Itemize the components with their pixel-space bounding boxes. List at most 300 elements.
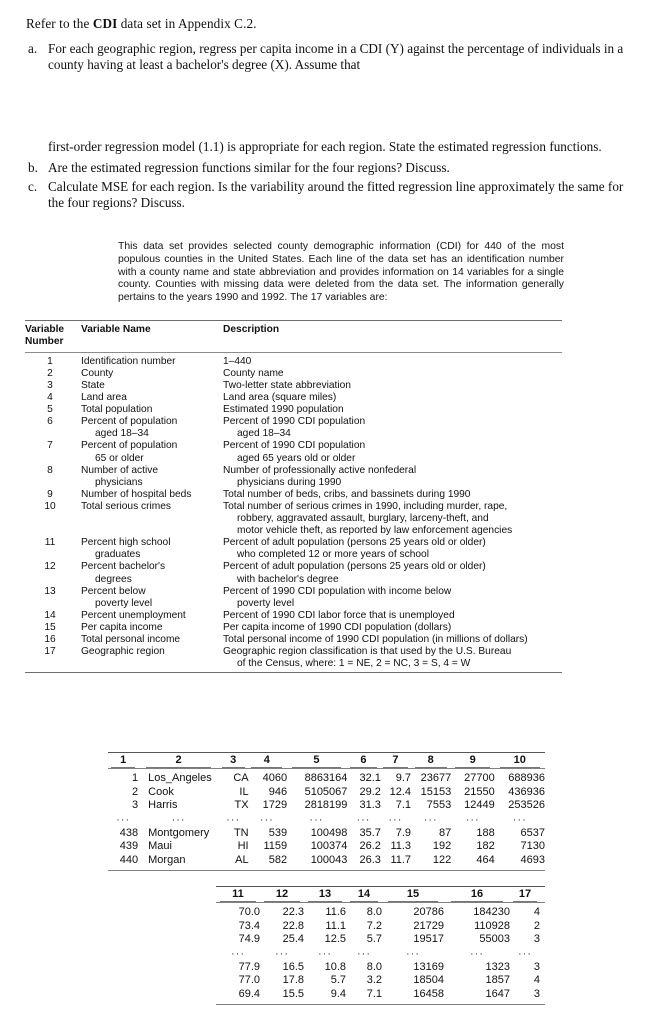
table-cell: 3 xyxy=(533,987,540,1000)
data_table_1-column-header: 1 xyxy=(108,753,138,767)
table-cell: 9.7 xyxy=(395,772,412,784)
column-header-underline xyxy=(500,767,540,768)
variable-description-line1: Percent of adult population (persons 25 years old or older) xyxy=(223,561,486,573)
table-cell: 7.1 xyxy=(395,799,412,812)
table-cell: 2 xyxy=(132,785,139,798)
table-cell: 23677 xyxy=(420,772,452,784)
variable-description-line2: who completed 12 or more years of school xyxy=(237,549,429,561)
table-cell: 582 xyxy=(268,853,288,866)
table-cell: 22.3 xyxy=(282,906,304,918)
table-cell: Cook xyxy=(148,785,174,798)
table-row xyxy=(108,827,545,841)
table-cell: 4 xyxy=(533,974,540,987)
table-cell: 184230 xyxy=(473,906,510,918)
table-cell: 3 xyxy=(132,799,139,812)
variable-table-row xyxy=(25,380,562,392)
variable-name-line1: Percent of population xyxy=(81,440,178,452)
variable-description xyxy=(223,465,562,489)
table-cell: 100043 xyxy=(310,853,348,866)
table-cell: 539 xyxy=(268,826,288,839)
table-cell: 5.7 xyxy=(366,933,382,946)
table-cell: 438 xyxy=(119,826,139,839)
variable-description-line1: Total personal income of 1990 CDI population (in millions of dollars) xyxy=(223,633,528,645)
problem-lead-prefix: Refer to the xyxy=(26,16,93,31)
data_table_1-column-header: 6 xyxy=(347,753,381,767)
table-cell: 7.9 xyxy=(395,826,412,839)
column-header-underline xyxy=(111,767,135,768)
variable-description-line2: of the Census, where: 1 = NE, 2 = NC, 3 = S, 4 = W xyxy=(237,658,471,670)
table-cell: 188 xyxy=(476,826,495,839)
variable-name-line1: Total population xyxy=(81,404,153,416)
table-cell: 27700 xyxy=(464,772,495,784)
variable-description xyxy=(223,404,562,416)
variable-number: 13 xyxy=(44,585,56,597)
variable-number: 5 xyxy=(47,404,53,416)
column-header-underline xyxy=(220,901,255,902)
variable-name-line1: Total personal income xyxy=(81,633,181,645)
table-cell: 6537 xyxy=(520,826,545,839)
variable-description-line1: Number of professionally active nonfederal xyxy=(223,464,417,476)
variable-name-line1: Percent below xyxy=(81,585,146,597)
table-cell: 436936 xyxy=(508,785,545,798)
table-cell: 22.8 xyxy=(282,919,304,932)
variable-name xyxy=(81,368,223,380)
table-cell: 77.0 xyxy=(238,974,260,987)
table-cell: ··· xyxy=(465,813,480,826)
table-cell: 74.9 xyxy=(238,933,260,946)
variable-description-line3: motor vehicle theft, as reported by law enforcement agencies xyxy=(237,525,513,537)
variable-name xyxy=(81,404,223,416)
data-table-2 xyxy=(216,886,545,1005)
variable-description xyxy=(223,561,562,585)
data-table-1-bottom-rule xyxy=(108,870,545,871)
variable-description-line1: Percent of adult population (persons 25 years old or older) xyxy=(223,537,486,549)
variable-table-row xyxy=(25,356,562,368)
variable-description-line1: Percent of 1990 CDI labor force that is unemployed xyxy=(223,609,455,621)
table-row xyxy=(108,772,545,786)
variable-description-line1: Land area (square miles) xyxy=(223,392,337,404)
problem-lead-bold: CDI xyxy=(92,16,118,31)
table-cell: 20786 xyxy=(413,906,444,918)
table-cell: 25.4 xyxy=(282,933,304,946)
table-cell: 73.4 xyxy=(238,919,260,932)
data_table_1-column-header: 2 xyxy=(138,753,219,767)
variable-name-line1: Land area xyxy=(81,392,127,404)
table-cell: IL xyxy=(239,785,249,798)
table-cell: 55003 xyxy=(479,933,510,946)
table-cell: 7.1 xyxy=(366,987,382,1000)
problem-statement xyxy=(26,16,626,213)
variable-description-line2: with bachelor's degree xyxy=(237,573,339,585)
table-cell: 3.2 xyxy=(366,974,382,987)
table-row xyxy=(216,906,545,920)
variable-table-row xyxy=(25,465,562,489)
table-cell: 100374 xyxy=(310,840,348,853)
data_table_2-column-header: 14 xyxy=(346,887,382,901)
column-header-underline xyxy=(455,767,490,768)
variable-description-line2: aged 65 years old or older xyxy=(237,452,356,464)
table-cell: 11.6 xyxy=(325,906,346,918)
table-cell: 8.0 xyxy=(366,906,382,918)
variable-description xyxy=(223,610,562,622)
variable-description-line1: Percent of 1990 CDI population xyxy=(223,440,366,452)
column-header-underline xyxy=(146,767,211,768)
variable-name-line1: Total serious crimes xyxy=(81,500,172,512)
table-cell: 12.5 xyxy=(324,933,346,946)
table-cell: 70.0 xyxy=(238,906,260,918)
variable-description-line1: Geographic region classification is that used by the U.S. Bureau xyxy=(223,646,512,658)
table-cell: 946 xyxy=(268,785,288,798)
variable-table-row xyxy=(25,368,562,380)
table-cell: 16.5 xyxy=(282,960,304,973)
data_table_1-column-header: 8 xyxy=(411,753,451,767)
variable-table-bottom-rule xyxy=(25,672,562,673)
variable-description xyxy=(223,356,562,368)
variable-number: 9 xyxy=(47,488,53,500)
table-cell: 35.7 xyxy=(359,826,381,839)
variable-number: 10 xyxy=(44,500,56,512)
column-header-underline xyxy=(415,767,447,768)
column-header-underline xyxy=(383,767,407,768)
problem-item-list-2 xyxy=(26,160,626,211)
table-cell: 8863164 xyxy=(304,772,348,784)
variable-name-line2: physicians xyxy=(95,476,143,488)
variable-table-body xyxy=(25,353,562,672)
data_table_2-column-header: 17 xyxy=(510,887,540,901)
table-cell: Los_Angeles xyxy=(148,772,212,784)
problem-item-b-text: Are the estimated regression functions similar for the four regions? Discuss. xyxy=(48,160,450,176)
table-cell: ··· xyxy=(470,947,484,960)
variable-number: 2 xyxy=(47,367,53,379)
variable-description xyxy=(223,489,562,501)
table-cell: 31.3 xyxy=(359,799,381,812)
table-cell: Morgan xyxy=(148,853,186,866)
table-cell: ··· xyxy=(309,813,324,826)
variable-description xyxy=(223,440,562,464)
table-cell: AL xyxy=(235,853,249,866)
table-cell: 18504 xyxy=(413,974,444,987)
table-cell: ··· xyxy=(512,813,527,826)
table-cell: 1647 xyxy=(485,987,510,1000)
variable-table-row xyxy=(25,610,562,622)
variable-name-line1: Per capita income xyxy=(81,621,163,633)
table-cell: 11.3 xyxy=(390,840,412,853)
variable-description-line2: robbery, aggravated assault, burglary, larceny-theft, and xyxy=(237,513,489,525)
variable-table-header-row xyxy=(25,321,562,352)
table-row xyxy=(108,799,545,813)
problem-item-a-continuation: first-order regression model (1.1) is appropriate for each region. State the estimated regression functions. xyxy=(48,138,602,154)
variable-name-line1: Geographic region xyxy=(81,646,165,658)
variable-name xyxy=(81,440,223,464)
variable-description-line1: Percent of 1990 CDI population with income below xyxy=(223,585,452,597)
table-cell: 77.9 xyxy=(238,960,260,973)
problem-lead-suffix: data set in Appendix C.2. xyxy=(117,16,257,31)
table-cell: ··· xyxy=(226,813,241,826)
variable-name xyxy=(81,356,223,368)
table-cell: 100498 xyxy=(310,826,348,839)
variable-name xyxy=(81,610,223,622)
data_table_2-column-header: 15 xyxy=(382,887,444,901)
variable-name-line2: 65 or older xyxy=(95,452,144,464)
variable-description xyxy=(223,586,562,610)
data_table_1-column-header: 3 xyxy=(219,753,248,767)
variable-name-line2: poverty level xyxy=(95,597,153,609)
variable-description-line2: poverty level xyxy=(237,597,295,609)
table-cell: ··· xyxy=(388,813,403,826)
table-cell: 26.2 xyxy=(359,840,381,853)
data_table_2-column-header: 13 xyxy=(304,887,346,901)
variable-description-line2: aged 18–34 xyxy=(237,428,291,440)
page-break-gap xyxy=(26,76,626,139)
variable-table-row xyxy=(25,392,562,404)
data_table_2-column-header: 11 xyxy=(216,887,260,901)
variable-description xyxy=(223,501,562,537)
variable-name xyxy=(81,489,223,501)
table-cell: 2 xyxy=(533,919,540,932)
variable-description xyxy=(223,646,562,670)
variable-name xyxy=(81,586,223,610)
variable-table-header-number xyxy=(25,324,81,349)
column-header-underline xyxy=(222,767,245,768)
data-table-2-header-row xyxy=(216,887,545,902)
table-cell: 69.4 xyxy=(238,987,260,1000)
column-header-underline xyxy=(251,767,282,768)
table-cell: 21550 xyxy=(464,785,495,798)
table-cell: ··· xyxy=(275,947,289,960)
table-row xyxy=(216,961,545,975)
variable-table-row xyxy=(25,404,562,416)
table-row-ellipsis xyxy=(108,813,545,827)
variable-table-header-number-line2: Number xyxy=(25,336,64,348)
variable-table-row xyxy=(25,537,562,561)
column-header-underline xyxy=(451,901,504,902)
table-cell: ··· xyxy=(171,813,186,826)
problem-item-b xyxy=(26,160,626,176)
variable-description xyxy=(223,634,562,646)
data_table_1-column-header: 10 xyxy=(495,753,545,767)
table-cell: 87 xyxy=(438,826,452,839)
table-row xyxy=(108,854,545,868)
variable-table-row xyxy=(25,501,562,537)
variable-table-header-number-line1: Variable xyxy=(25,324,65,335)
variable-name xyxy=(81,537,223,561)
data-table-2-body xyxy=(216,903,545,1004)
variable-name xyxy=(81,622,223,634)
table-cell: 4 xyxy=(533,906,540,918)
variable-description-line1: Percent of 1990 CDI population xyxy=(223,416,366,428)
variable-name-line1: Identification number xyxy=(81,355,176,367)
dataset-description: This data set provides selected county demographic information (CDI) for 440 of the most populous counties in the United States. Each line of the data set has an identification number with a county name and state abbreviation and provides information on 14 variables for a single county. Counties with missing data were deleted from the data set. The information generally pertains to the years 1990 and 1992. The 17 variables are: xyxy=(118,241,564,304)
table-row xyxy=(216,920,545,934)
variable-name-line1: County xyxy=(81,367,114,379)
variable-table-header-name: Variable Name xyxy=(81,324,151,335)
data_table_1-column-header: 5 xyxy=(286,753,347,767)
column-header-underline xyxy=(513,901,537,902)
variable-number: 12 xyxy=(44,561,56,573)
table-cell: 9.4 xyxy=(330,987,346,1000)
variable-name-line2: graduates xyxy=(95,549,141,561)
table-cell: 15.5 xyxy=(282,987,304,1000)
table-cell: 192 xyxy=(432,840,452,853)
data-table-1 xyxy=(108,752,545,871)
problem-item-c-marker: c. xyxy=(28,178,38,194)
variable-name xyxy=(81,646,223,670)
variable-number: 6 xyxy=(47,416,53,428)
problem-item-c xyxy=(26,179,626,212)
data-table-1-body xyxy=(108,769,545,870)
variable-table-row xyxy=(25,416,562,440)
table-cell: CA xyxy=(233,772,249,784)
variable-name-line1: Number of active xyxy=(81,464,159,476)
variable-description-line1: Total number of serious crimes in 1990, including murder, rape, xyxy=(223,500,508,512)
data-table-1-header-row xyxy=(108,753,545,768)
table-cell: 1159 xyxy=(263,840,288,853)
variable-number: 7 xyxy=(47,440,53,452)
table-cell: 464 xyxy=(476,853,495,866)
variable-description-line1: Estimated 1990 population xyxy=(223,404,344,416)
table-row xyxy=(216,988,545,1002)
variable-name xyxy=(81,501,223,537)
table-cell: ··· xyxy=(356,813,371,826)
table-cell: ··· xyxy=(116,813,131,826)
data-table-2-bottom-rule xyxy=(216,1004,545,1005)
variable-number: 11 xyxy=(44,537,56,549)
column-header-underline xyxy=(388,901,438,902)
variable-name-line1: State xyxy=(81,380,105,391)
table-cell: 253526 xyxy=(508,799,545,812)
variable-number: 4 xyxy=(47,392,53,404)
variable-number: 8 xyxy=(47,464,53,476)
table-cell: 7553 xyxy=(426,799,452,812)
variable-table-row xyxy=(25,646,562,670)
table-cell: 1323 xyxy=(485,960,510,973)
table-cell: Maui xyxy=(148,840,172,853)
variable-description-line1: Total number of beds, cribs, and bassinets during 1990 xyxy=(223,488,471,500)
variable-description xyxy=(223,380,562,392)
data_table_2-column-header: 16 xyxy=(444,887,510,901)
data_table_1-column-header: 4 xyxy=(248,753,287,767)
table-cell: 122 xyxy=(432,853,452,866)
variable-description-line1: Per capita income of 1990 CDI population (dollars) xyxy=(223,621,452,633)
table-cell: ··· xyxy=(259,813,274,826)
table-cell: ··· xyxy=(231,947,245,960)
table-cell: 12449 xyxy=(464,799,495,812)
variable-table-row xyxy=(25,561,562,585)
variable-name-line1: Percent of population xyxy=(81,416,178,428)
variable-table-row xyxy=(25,586,562,610)
table-cell: 29.2 xyxy=(359,785,381,798)
table-cell: 13169 xyxy=(413,960,444,973)
table-cell: 19517 xyxy=(413,933,444,946)
table-cell: 110928 xyxy=(474,919,510,932)
variable-table-header-description: Description xyxy=(223,324,280,335)
table-cell: 10.8 xyxy=(324,960,346,973)
variable-name xyxy=(81,416,223,440)
table-cell: 15153 xyxy=(420,785,452,798)
variable-name xyxy=(81,392,223,404)
problem-item-c-text: Calculate MSE for each region. Is the variability around the fitted regression line approximately the same for the four regions? Discuss. xyxy=(48,178,624,211)
variable-table xyxy=(25,320,562,673)
column-header-underline xyxy=(292,767,340,768)
problem-item-a-text: For each geographic region, regress per capita income in a CDI (Y) against the percentage of individuals in a county having at least a bachelor's degree (X). Assume that xyxy=(48,41,624,73)
data_table_1-column-header: 7 xyxy=(380,753,410,767)
column-header-underline xyxy=(308,901,342,902)
variable-number: 15 xyxy=(44,621,56,633)
table-cell: ··· xyxy=(406,947,420,960)
problem-item-a xyxy=(26,41,626,74)
table-cell: 26.3 xyxy=(359,853,381,866)
variable-table-row xyxy=(25,634,562,646)
variable-name xyxy=(81,634,223,646)
variable-number: 3 xyxy=(47,380,53,391)
table-cell: 1 xyxy=(132,772,139,784)
variable-table-row xyxy=(25,622,562,634)
table-cell: 5.7 xyxy=(330,974,346,987)
table-cell: 11.1 xyxy=(325,919,346,932)
table-row xyxy=(108,840,545,854)
table-cell: 7.2 xyxy=(366,919,382,932)
problem-item-a-marker: a. xyxy=(28,41,38,56)
variable-name xyxy=(81,465,223,489)
variable-description xyxy=(223,392,562,404)
variable-name-line1: Percent high school xyxy=(81,537,171,549)
table-row-ellipsis xyxy=(216,947,545,961)
variable-description-line1: 1–440 xyxy=(223,355,252,367)
variable-name-line1: Percent unemployment xyxy=(81,609,186,621)
table-cell: TX xyxy=(234,799,249,812)
table-cell: 4060 xyxy=(262,772,288,784)
table-row xyxy=(108,786,545,800)
table-cell: ··· xyxy=(518,947,532,960)
table-cell: 3 xyxy=(533,933,540,946)
table-cell: ··· xyxy=(423,813,438,826)
table-cell: 3 xyxy=(533,960,540,973)
problem-item-b-marker: b. xyxy=(28,160,38,176)
variable-description xyxy=(223,622,562,634)
table-cell: HI xyxy=(237,840,249,853)
variable-description xyxy=(223,537,562,561)
table-cell: Montgomery xyxy=(148,826,210,839)
data_table_2-column-header: 12 xyxy=(260,887,304,901)
table-cell: 12.4 xyxy=(389,785,412,798)
table-cell: 4693 xyxy=(520,853,545,866)
variable-number: 1 xyxy=(47,355,53,367)
table-cell: 21729 xyxy=(413,919,444,932)
variable-name xyxy=(81,561,223,585)
table-cell: 16458 xyxy=(413,987,444,1000)
variable-name xyxy=(81,380,223,392)
table-cell: 1857 xyxy=(485,974,510,987)
problem-lead xyxy=(26,16,626,32)
variable-description xyxy=(223,416,562,440)
variable-name-line1: Percent bachelor's xyxy=(81,561,166,573)
table-cell: 11.7 xyxy=(390,853,412,866)
column-header-underline xyxy=(264,901,299,902)
table-cell: 440 xyxy=(119,853,139,866)
variable-name-line1: Number of hospital beds xyxy=(81,488,192,500)
variable-table-row xyxy=(25,489,562,501)
variable-description-line1: Two-letter state abbreviation xyxy=(223,380,351,391)
variable-table-row xyxy=(25,440,562,464)
table-cell: 439 xyxy=(119,840,139,853)
table-cell: ··· xyxy=(318,947,332,960)
table-row xyxy=(216,933,545,947)
column-header-underline xyxy=(350,767,377,768)
table-cell: 182 xyxy=(476,840,495,853)
variable-description-line2: physicians during 1990 xyxy=(237,476,342,488)
variable-name-line2: aged 18–34 xyxy=(95,428,149,440)
table-cell: 1729 xyxy=(262,799,288,812)
